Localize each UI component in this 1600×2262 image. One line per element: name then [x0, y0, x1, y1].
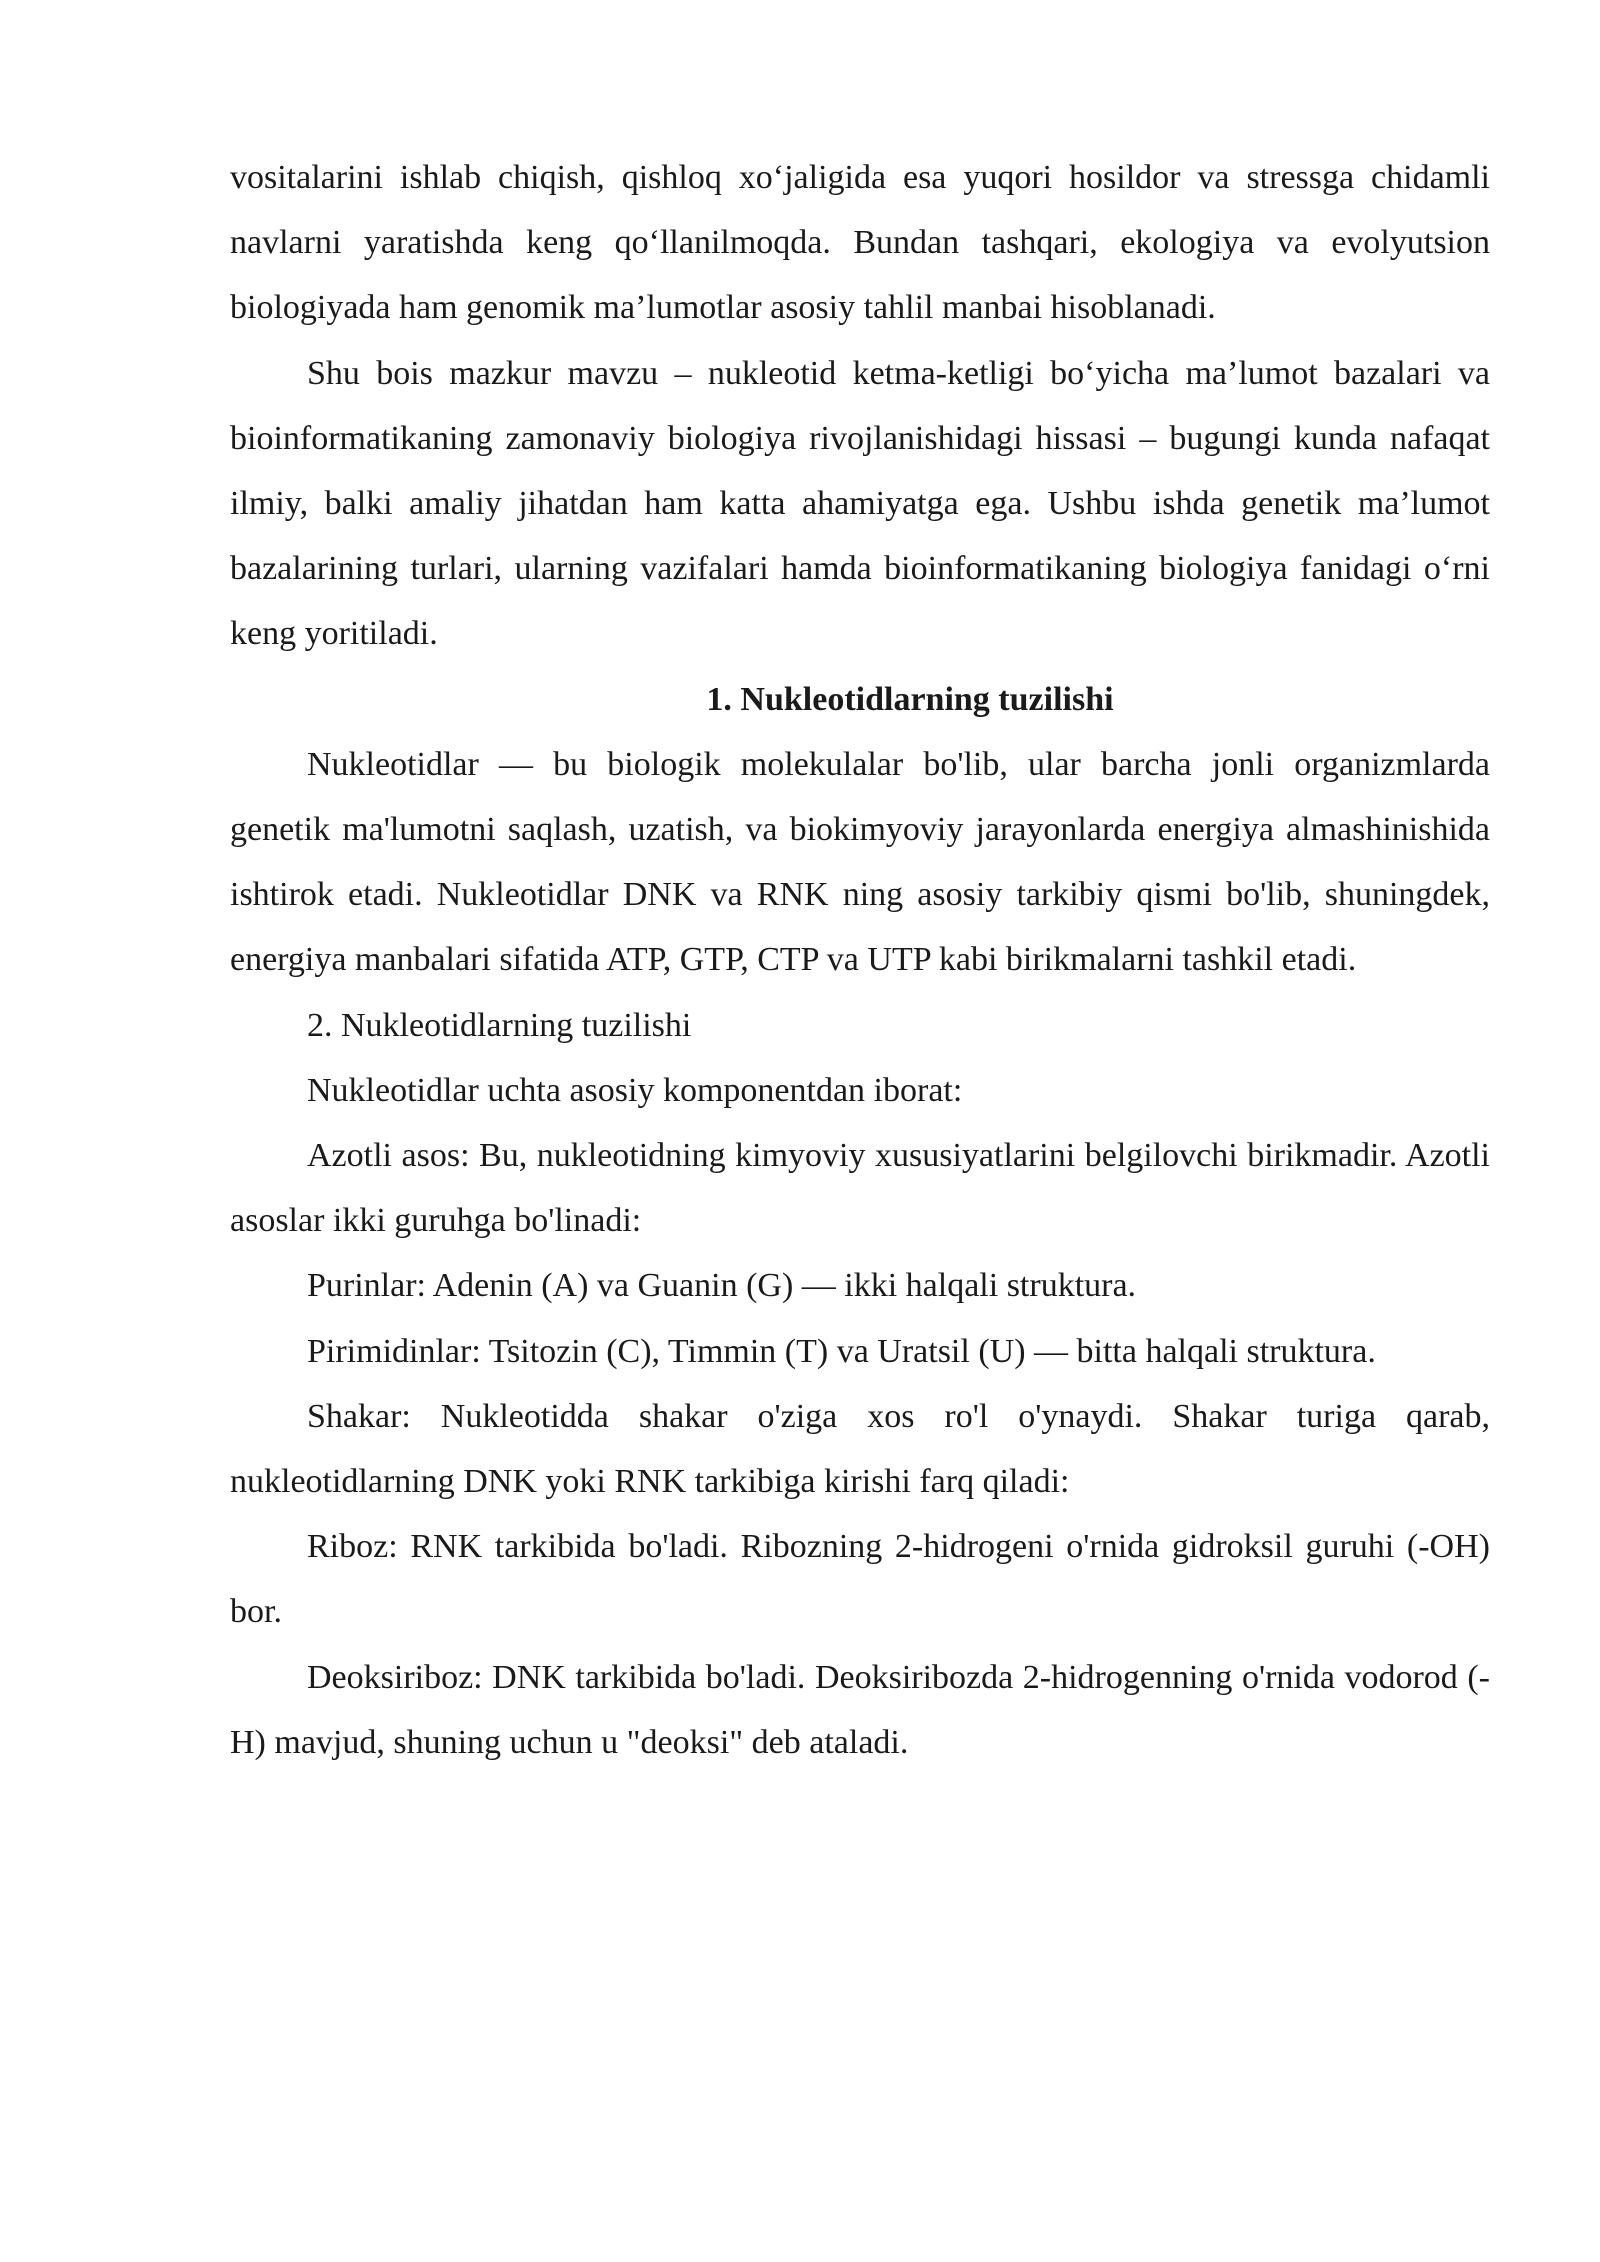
paragraph-pyrimidines: Pirimidinlar: Tsitozin (C), Timmin (T) va Uratsil (U) — bitta halqali struktura. — [307, 1332, 1376, 1370]
document-body — [230, 145, 1490, 1775]
paragraph-purines: Purinlar: Adenin (A) va Guanin (G) — ikki halqali struktura. — [307, 1267, 1137, 1305]
paragraph-sugar: Shakar: Nukleotidda shakar o'ziga xos ro'l o'ynaydi. Shakar turiga qarab, nukleotidlarning DNK yoki RNK tarkibiga kirishi farq qiladi: — [230, 1397, 1490, 1501]
section-heading: 1. Nukleotidlarning tuzilishi — [706, 680, 1114, 718]
paragraph-topic-relevance: Shu bois mazkur mavzu – nukleotid ketma-ketligi bo‘yicha ma’lumot bazalari va bioinformatikaning zamonaviy biologiya rivojlanishidagi hissasi – bugungi kunda nafaqat ilmiy, balki amaliy jihatdan ham katta ahamiyatga ega. Ushbu ishda genetik ma’lumot bazalarining turlari, ularning vazifalari hamda bioinformatikaning biologiya fanidagi o‘rni keng yoritiladi. — [230, 354, 1490, 653]
paragraph-nitrogen-base: Azotli asos: Bu, nukleotidning kimyoviy xususiyatlarini belgilovchi birikmadir. Azotli asoslar ikki guruhga bo'linadi: — [230, 1137, 1490, 1240]
paragraph-ribose: Riboz: RNK tarkibida bo'ladi. Ribozning 2-hidrogeni o'rnida gidroksil guruhi (-OH) bor. — [230, 1528, 1490, 1631]
paragraph-components-intro: Nukleotidlar uchta asosiy komponentdan iborat: — [307, 1071, 963, 1109]
paragraph-continuation: vositalarini ishlab chiqish, qishloq xo‘jaligida esa yuqori hosildor va stressga chidamli navlarni yaratishda keng qo‘llanilmoqda. Bundan tashqari, ekologiya va evolyutsion biologiyada ham genomik ma’lumotlar asosiy tahlil manbai hisoblanadi. — [230, 159, 1490, 327]
paragraph-deoxyribose: Deoksiriboz: DNK tarkibida bo'ladi. Deoksiribozda 2-hidrogenning o'rnida vodorod (-H) mavjud, shuning uchun u "deoksi" deb ataladi. — [230, 1658, 1490, 1761]
paragraph-subheading: 2. Nukleotidlarning tuzilishi — [307, 1006, 692, 1044]
paragraph-nucleotides-definition: Nukleotidlar — bu biologik molekulalar bo'lib, ular barcha jonli organizmlarda genetik ma'lumotni saqlash, uzatish, va biokimyoviy jarayonlarda energiya almashinishida ishtirok etadi. Nukleotidlar DNK va RNK ning asosiy tarkibiy qismi bo'lib, shuningdek, energiya manbalari sifatida ATP, GTP, CTP va UTP kabi birikmalarni tashkil etadi. — [230, 745, 1490, 979]
